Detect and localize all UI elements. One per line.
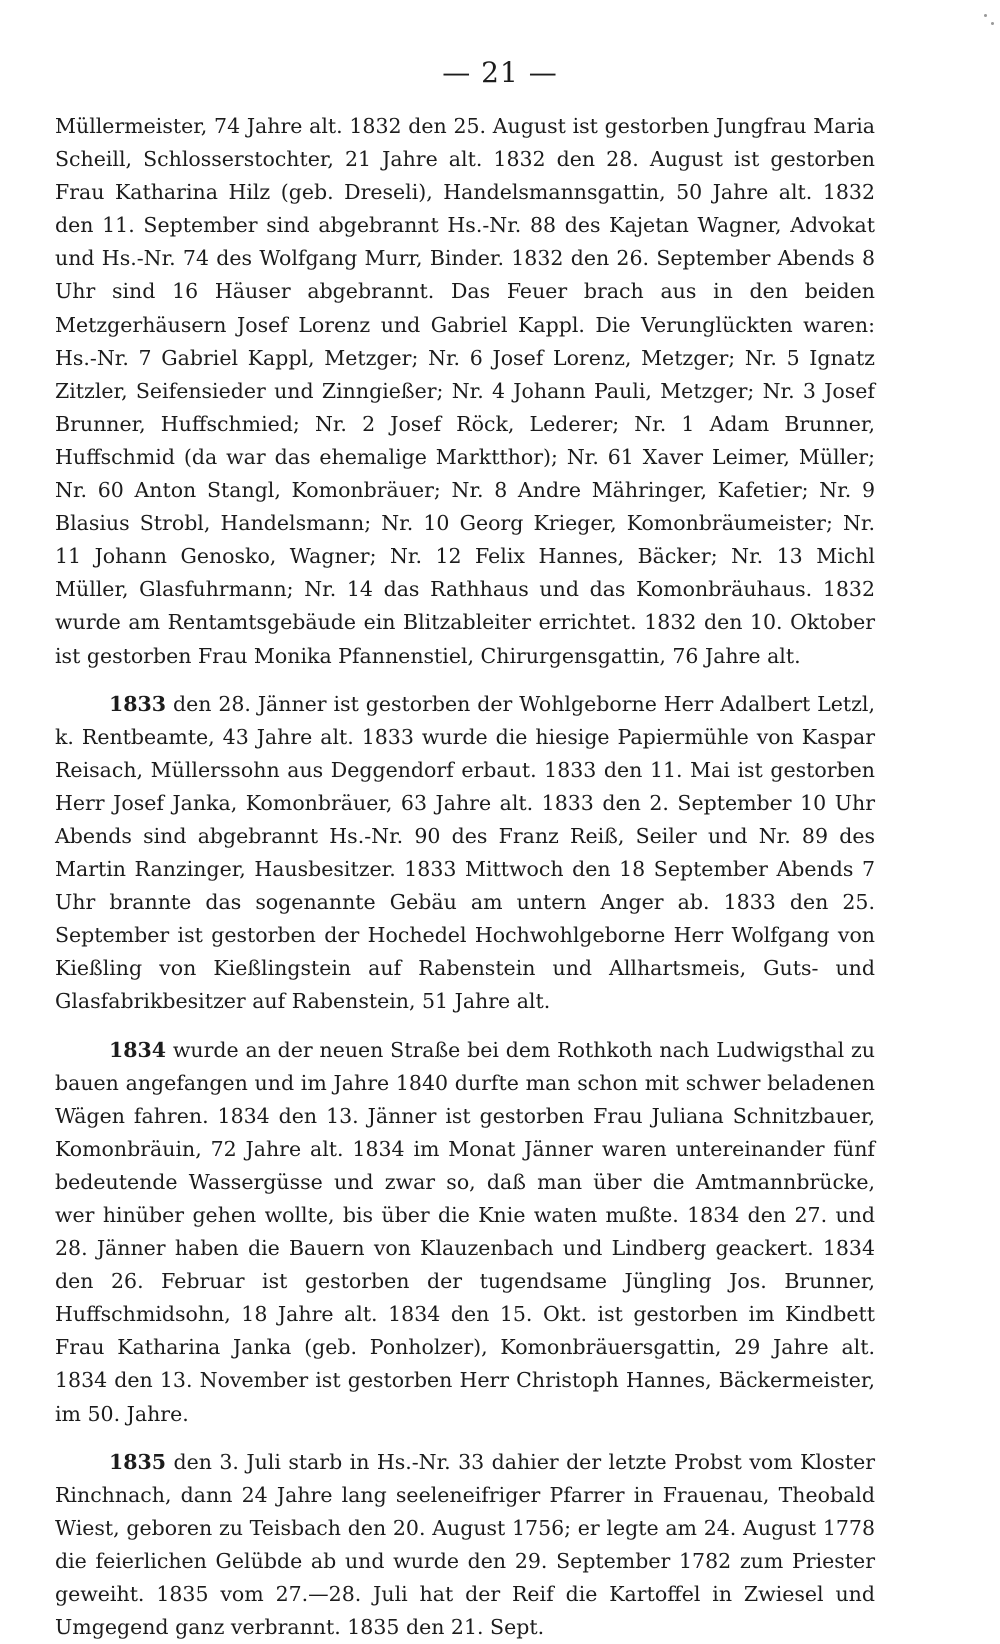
- scan-speck: [991, 22, 994, 25]
- chronicle-text: [55, 110, 875, 1644]
- paragraph-text: den 3. Juli starb in Hs.-Nr. 33 dahier der letzte Probst vom Kloster Rinchnach, dann 24 Jahre lang seeleneifriger Pfarrer in Frauenau, Theobald Wiest, geboren zu Teisbach den 20. August 1756; er legte am 24. August 1778 die feierlichen Gelübde ab und wurde den 29. September 1782 zum Priester geweiht. 1835 vom 27.—28. Juli hat der Reif die Kartoffel in Zwiesel und Umgegend ganz verbrannt. 1835 den 21. Sept.: [55, 1449, 875, 1640]
- year-heading-1835: 1835: [109, 1449, 167, 1474]
- paragraph-1835: [55, 1446, 875, 1644]
- page-number: — 21 —: [442, 56, 558, 89]
- paragraph-text: wurde an der neuen Straße bei dem Rothkoth nach Ludwigsthal zu bauen angefangen und im Jahre 1840 durfte man schon mit schwer beladenen Wägen fahren. 1834 den 13. Jänner ist gestorben Frau Juliana Schnitzbauer, Komonbräuin, 72 Jahre alt. 1834 im Monat Jänner waren untereinander fünf bedeutende Wassergüsse und zwar so, daß man über die Amtmannbrücke, wer hinüber gehen wollte, bis über die Knie waten mußte. 1834 den 27. und 28. Jänner haben die Bauern von Klauzenbach und Lindberg geackert. 1834 den 26. Februar ist gestorben der tugendsame Jüngling Jos. Brunner, Huffschmidsohn, 18 Jahre alt. 1834 den 15. Okt. ist gestorben im Kindbett Frau Katharina Janka (geb. Ponholzer), Komonbräuersgattin, 29 Jahre alt. 1834 den 13. November ist gestorben Herr Christoph Hannes, Bäckermeister, im 50. Jahre.: [55, 1037, 875, 1426]
- scan-speck: [984, 14, 987, 17]
- paragraph-1833: [55, 688, 875, 1019]
- paragraph-1832-continued: [55, 110, 875, 673]
- paragraph-text: den 28. Jänner ist gestorben der Wohlgeborne Herr Adalbert Letzl, k. Rentbeamte, 43 Jahre alt. 1833 wurde die hiesige Papiermühle von Kaspar Reisach, Müllerssohn aus Deggendorf erbaut. 1833 den 11. Mai ist gestorben Herr Josef Janka, Komonbräuer, 63 Jahre alt. 1833 den 2. September 10 Uhr Abends sind abgebrannt Hs.-Nr. 90 des Franz Reiß, Seiler und Nr. 89 des Martin Ranzinger, Hausbesitzer. 1833 Mittwoch den 18 September Abends 7 Uhr brannte das sogenannte Gebäu am untern Anger ab. 1833 den 25. September ist gestorben der Hochedel Hochwohlgeborne Herr Wolfgang von Kießling von Kießlingstein auf Rabenstein und Allhartsmeis, Guts- und Glasfabrikbesitzer auf Rabenstein, 51 Jahre alt.: [55, 691, 875, 1014]
- year-heading-1833: 1833: [109, 691, 167, 716]
- paragraph-text: Müllermeister, 74 Jahre alt. 1832 den 25. August ist gestorben Jungfrau Maria Scheill, Schlosserstochter, 21 Jahre alt. 1832 den 28. August ist gestorben Frau Katharina Hilz (geb. Dreseli), Handelsmannsgattin, 50 Jahre alt. 1832 den 11. September sind abgebrannt Hs.-Nr. 88 des Kajetan Wagner, Advokat und Hs.-Nr. 74 des Wolfgang Murr, Binder. 1832 den 26. September Abends 8 Uhr sind 16 Häuser abgebrannt. Das Feuer brach aus in den beiden Metzgerhäusern Josef Lorenz und Gabriel Kappl. Die Verunglückten waren: Hs.-Nr. 7 Gabriel Kappl, Metzger; Nr. 6 Josef Lorenz, Metzger; Nr. 5 Ignatz Zitzler, Seifensieder und Zinngießer; Nr. 4 Johann Pauli, Metzger; Nr. 3 Josef Brunner, Huffschmied; Nr. 2 Josef Röck, Lederer; Nr. 1 Adam Brunner, Huffschmid (da war das ehemalige Marktthor); Nr. 61 Xaver Leimer, Müller; Nr. 60 Anton Stangl, Komonbräuer; Nr. 8 Andre Mähringer, Kafetier; Nr. 9 Blasius Strobl, Handelsmann; Nr. 10 Georg Krieger, Komonbräumeister; Nr. 11 Johann Genosko, Wagner; Nr. 12 Felix Hannes, Bäcker; Nr. 13 Michl Müller, Glasfuhrmann; Nr. 14 das Rathhaus und das Komonbräuhaus. 1832 wurde am Rentamtsgebäude ein Blitzableiter errichtet. 1832 den 10. Oktober ist gestorben Frau Monika Pfannenstiel, Chirurgensgattin, 76 Jahre alt.: [55, 114, 875, 668]
- year-heading-1834: 1834: [109, 1037, 167, 1062]
- paragraph-1834: [55, 1034, 875, 1431]
